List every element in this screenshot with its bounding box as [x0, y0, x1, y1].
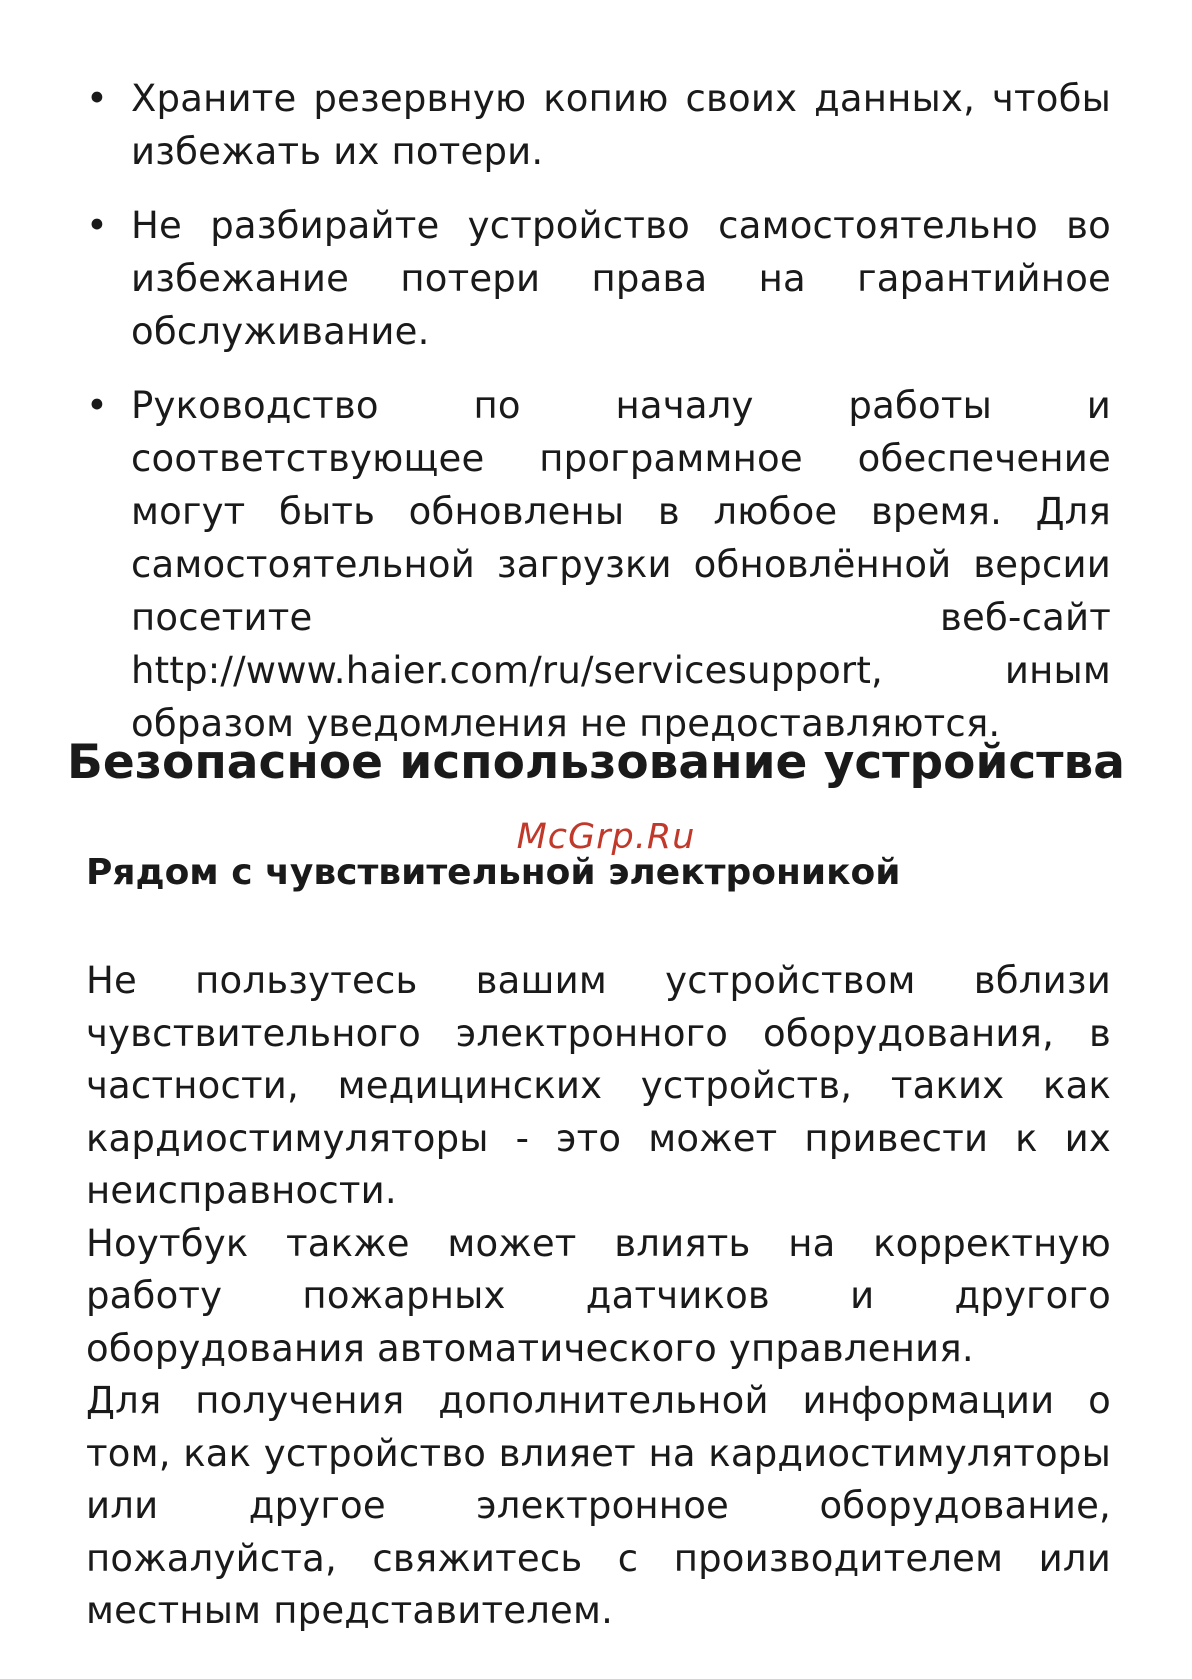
- bullet-text: Руководство по началу работы и соответствующее программное обеспечение могут быть обновлены в любое время. Для самостоятельной загрузки обновлённой версии посетите веб-сайт http://www.haier.com/ru/servicesupport, иным образом уведомления не предоставляются.: [131, 384, 1111, 745]
- bullet-text: Храните резервную копию своих данных, чтобы избежать их потери.: [131, 77, 1111, 173]
- precautions-list: [86, 72, 1111, 771]
- bullet-marker: •: [86, 77, 109, 120]
- section-title: Безопасное использование устройства: [67, 735, 1125, 790]
- watermark: McGrp.Ru: [516, 817, 696, 857]
- bullet-marker: •: [86, 384, 109, 427]
- paragraph: Ноутбук также может влиять на корректную работу пожарных датчиков и другого оборудования автоматического управления.: [86, 1221, 1111, 1370]
- paragraph: Для получения дополнительной информации о том, как устройство влияет на кардиостимуляторы или другое электронное оборудование, пожалуйста, свяжитесь с производителем или местным представителем.: [86, 1379, 1111, 1632]
- subsection-title: Рядом с чувствительной электроникой: [86, 852, 901, 893]
- bullet-text: Не разбирайте устройство самостоятельно во избежание потери права на гарантийное обслуживание.: [131, 204, 1111, 353]
- list-item: [86, 379, 1111, 750]
- list-item: [86, 72, 1111, 178]
- paragraph: Не пользутесь вашим устройством вблизи чувствительного электронного оборудования, в частности, медицинских устройств, таких как кардиостимуляторы - это может привести к их неисправности.: [86, 959, 1111, 1212]
- list-item: [86, 199, 1111, 358]
- bullet-marker: •: [86, 204, 109, 247]
- body-text: [86, 955, 1111, 1638]
